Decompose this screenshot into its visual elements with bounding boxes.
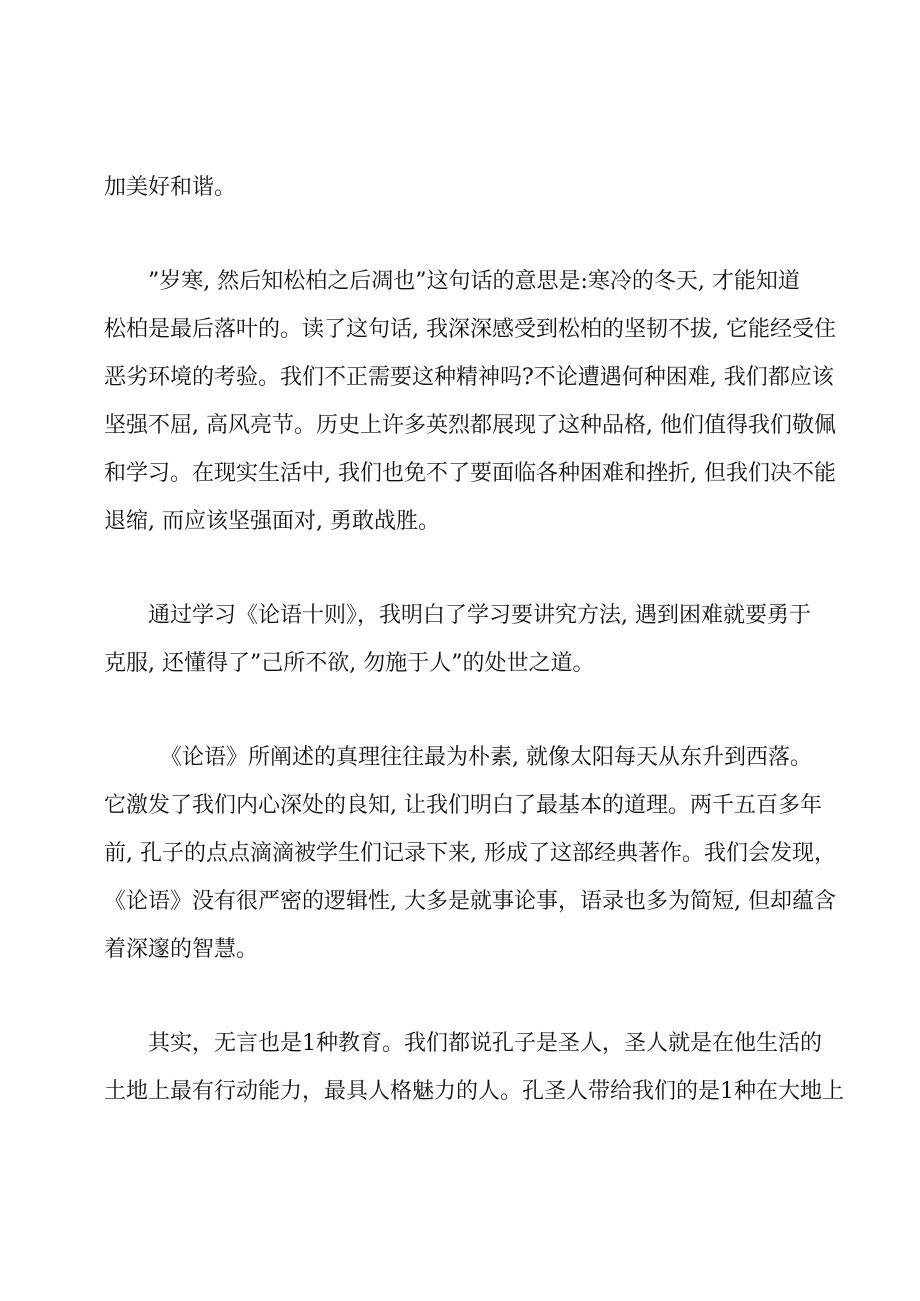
paragraph-gap	[104, 546, 824, 592]
text-line: 坚强不屈, 高风亮节。历史上许多英烈都展现了这种品格, 他们值得我们敬佩	[104, 413, 836, 438]
text-line: 它激发了我们内心深处的良知, 让我们明白了最基本的道理。两千五百多年	[104, 793, 822, 818]
text-line: 加美好和谐。	[104, 175, 237, 200]
text-line: 退缩, 而应该坚强面对, 勇敢战胜。	[104, 509, 440, 534]
paragraph-2	[104, 258, 836, 546]
text-line: 松柏是最后落叶的。读了这句话, 我深深感受到松柏的坚韧不拔, 它能经受住	[104, 317, 836, 342]
text-line: 前, 孔子的点点滴滴被学生们记录下来, 形成了这部经典著作。我们会发现，	[104, 841, 836, 866]
text-line: 其实，无言也是1种教育。我们都说孔子是圣人，圣人就是在他生活的	[148, 1031, 822, 1056]
document-body	[104, 164, 844, 1116]
text-line: 恶劣环境的考验。我们不正需要这种精神吗?不论遭遇何种困难, 我们都应该	[104, 365, 834, 390]
text-line: 和学习。在现实生活中, 我们也免不了要面临各种困难和挫折, 但我们决不能	[104, 461, 836, 486]
text-line: 土地上最有行动能力，最具人格魅力的人。孔圣人带给我们的是1种在大地上	[104, 1079, 844, 1104]
text-line: 克服, 还懂得了”己所不欲, 勿施于人”的处世之道。	[104, 651, 595, 676]
paragraph-gap	[104, 688, 824, 734]
text-line: 《论语》没有很严密的逻辑性, 大多是就事论事，语录也多为简短, 但却蕴含	[104, 889, 836, 914]
text-line: 《论语》所阐述的真理往往最为朴素, 就像太阳每天从东升到西落。	[160, 745, 812, 770]
paragraph-gap	[104, 212, 824, 258]
paragraph-5	[104, 1020, 844, 1116]
paragraph-1	[104, 164, 824, 212]
paragraph-4	[104, 734, 836, 974]
paragraph-3	[104, 592, 824, 688]
text-line: ”岁寒, 然后知松柏之后凋也”这句话的意思是:寒冷的冬天, 才能知道	[148, 269, 800, 294]
paragraph-gap	[104, 974, 824, 1020]
text-line: 着深邃的智慧。	[104, 937, 259, 962]
text-line: 通过学习《论语十则》，我明白了学习要讲究方法, 遇到困难就要勇于	[148, 603, 811, 628]
